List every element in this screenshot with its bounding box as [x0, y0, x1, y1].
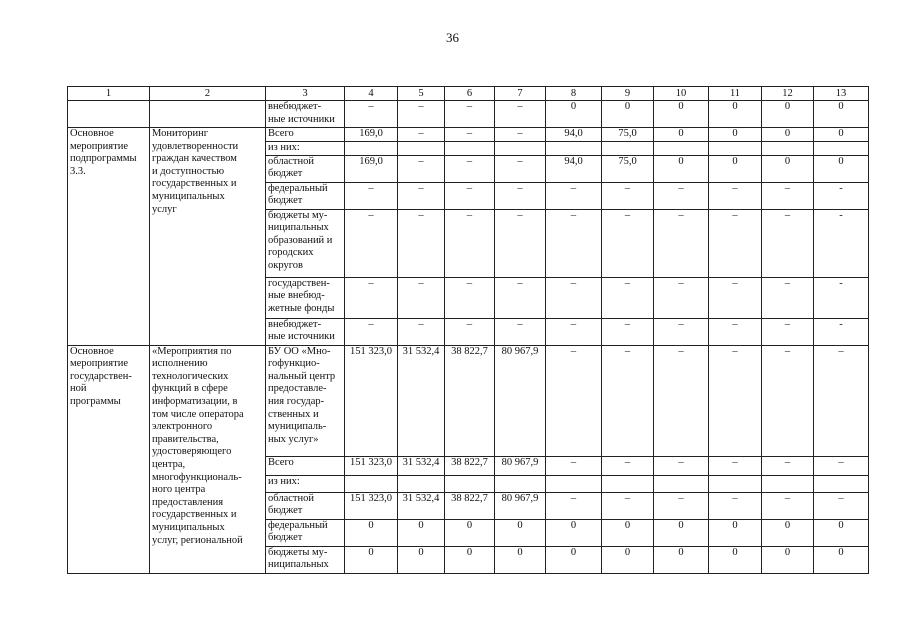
value-cell: 0 [814, 128, 869, 142]
value-cell: – [602, 492, 654, 519]
empty-cell [546, 475, 602, 492]
value-cell: 0 [709, 546, 762, 573]
value-cell: 0 [546, 101, 602, 128]
page-number: 36 [446, 30, 459, 45]
value-cell: – [709, 277, 762, 318]
funding-source-cell: внебюджет- ные источники [266, 318, 345, 345]
value-cell: 0 [762, 128, 814, 142]
value-cell: – [546, 182, 602, 209]
value-cell: 0 [762, 101, 814, 128]
value-cell: – [654, 277, 709, 318]
value-cell: – [445, 318, 495, 345]
value-cell: 80 967,9 [495, 456, 546, 475]
value-cell: – [709, 182, 762, 209]
funding-source-cell: бюджеты му- ниципальных [266, 546, 345, 573]
value-cell: – [398, 277, 445, 318]
table-row [68, 101, 869, 128]
value-cell: 0 [654, 155, 709, 182]
value-cell: – [762, 492, 814, 519]
funding-source-cell: областной бюджет [266, 492, 345, 519]
value-cell: 80 967,9 [495, 492, 546, 519]
value-cell: 94,0 [546, 155, 602, 182]
value-cell: 0 [762, 546, 814, 573]
empty-cell [709, 142, 762, 156]
value-cell: – [345, 277, 398, 318]
empty-cell [345, 475, 398, 492]
value-cell: – [654, 492, 709, 519]
funding-source-cell: федеральный бюджет [266, 519, 345, 546]
value-cell: – [654, 456, 709, 475]
empty-cell [654, 142, 709, 156]
funding-source-cell: областной бюджет [266, 155, 345, 182]
funding-source-cell: внебюджет- ные источники [266, 101, 345, 128]
value-cell: – [445, 182, 495, 209]
empty-cell [495, 142, 546, 156]
empty-cell [654, 475, 709, 492]
value-cell: – [654, 318, 709, 345]
empty-cell [602, 475, 654, 492]
value-cell: – [495, 101, 546, 128]
value-cell: – [709, 318, 762, 345]
value-cell: 0 [654, 546, 709, 573]
funding-source-cell: Всего [266, 456, 345, 475]
funding-source-cell: Всего [266, 128, 345, 142]
header-cell: 10 [654, 87, 709, 101]
value-cell: 0 [602, 546, 654, 573]
value-cell: – [398, 155, 445, 182]
value-cell: 151 323,0 [345, 345, 398, 456]
funding-source-cell: БУ ОО «Мно- гофункцио- нальный центр предоставле- ния государ- ственных и муниципаль- ных услуг» [266, 345, 345, 456]
value-cell: 38 822,7 [445, 492, 495, 519]
empty-cell [345, 142, 398, 156]
empty-cell [445, 475, 495, 492]
funding-source-cell: из них: [266, 475, 345, 492]
header-cell: 6 [445, 87, 495, 101]
value-cell: 0 [654, 101, 709, 128]
value-cell: 0 [814, 155, 869, 182]
value-cell: – [814, 492, 869, 519]
empty-cell [709, 475, 762, 492]
empty-cell [602, 142, 654, 156]
value-cell: 0 [709, 155, 762, 182]
value-cell: - [814, 277, 869, 318]
value-cell: 0 [814, 101, 869, 128]
value-cell: – [398, 209, 445, 277]
value-cell: – [654, 345, 709, 456]
value-cell: – [814, 345, 869, 456]
header-cell: 12 [762, 87, 814, 101]
value-cell: – [445, 209, 495, 277]
empty-cell [762, 475, 814, 492]
value-cell: 151 323,0 [345, 492, 398, 519]
table-row [68, 345, 869, 456]
header-cell: 8 [546, 87, 602, 101]
value-cell: – [445, 277, 495, 318]
value-cell: – [345, 182, 398, 209]
measure-type-cell: Основное мероприятие подпрограммы 3.3. [68, 128, 150, 346]
value-cell: 0 [709, 519, 762, 546]
measure-name-cell: «Мероприятия по исполнению технологических функций в сфере информатизации, в том числе оператора электронного правительства, удостоверяющего центра, многофункциональ- ного центра предоставления государственных и муниципальных услуг, региональной [150, 345, 266, 573]
empty-cell [445, 142, 495, 156]
empty-cell [68, 101, 150, 128]
funding-source-cell: федеральный бюджет [266, 182, 345, 209]
value-cell: – [546, 456, 602, 475]
value-cell: 0 [398, 546, 445, 573]
empty-cell [546, 142, 602, 156]
header-cell: 4 [345, 87, 398, 101]
value-cell: – [654, 209, 709, 277]
value-cell: – [345, 318, 398, 345]
value-cell: – [602, 209, 654, 277]
header-cell: 3 [266, 87, 345, 101]
funding-source-cell: из них: [266, 142, 345, 156]
header-cell: 1 [68, 87, 150, 101]
value-cell: - [814, 209, 869, 277]
value-cell: – [654, 182, 709, 209]
value-cell: – [546, 209, 602, 277]
value-cell: 0 [445, 546, 495, 573]
empty-cell [495, 475, 546, 492]
measure-type-cell: Основное мероприятие государствен- ной программы [68, 345, 150, 573]
value-cell: 169,0 [345, 155, 398, 182]
value-cell: – [762, 318, 814, 345]
value-cell: – [602, 318, 654, 345]
budget-table [67, 86, 869, 574]
value-cell: – [495, 318, 546, 345]
value-cell: – [602, 277, 654, 318]
value-cell: – [495, 128, 546, 142]
header-cell: 13 [814, 87, 869, 101]
value-cell: 0 [546, 519, 602, 546]
value-cell: 0 [546, 546, 602, 573]
value-cell: - [814, 318, 869, 345]
header-cell: 2 [150, 87, 266, 101]
value-cell: – [762, 209, 814, 277]
value-cell: – [546, 492, 602, 519]
value-cell: – [762, 345, 814, 456]
value-cell: – [709, 456, 762, 475]
funding-source-cell: государствен- ные внебюд- жетные фонды [266, 277, 345, 318]
value-cell: – [709, 209, 762, 277]
value-cell: – [398, 182, 445, 209]
value-cell: – [762, 456, 814, 475]
value-cell: 0 [762, 155, 814, 182]
header-row [68, 87, 869, 101]
value-cell: – [495, 277, 546, 318]
value-cell: 0 [602, 101, 654, 128]
measure-name-cell: Мониторинг удовлетворенности граждан качеством и доступностью государственных и муниципальных услуг [150, 128, 266, 346]
table-row [68, 128, 869, 142]
value-cell: – [495, 182, 546, 209]
value-cell: – [709, 492, 762, 519]
value-cell: 31 532,4 [398, 492, 445, 519]
value-cell: 0 [814, 519, 869, 546]
value-cell: 31 532,4 [398, 456, 445, 475]
value-cell: – [345, 101, 398, 128]
value-cell: 0 [345, 519, 398, 546]
value-cell: 0 [495, 519, 546, 546]
value-cell: – [398, 101, 445, 128]
value-cell: – [345, 209, 398, 277]
value-cell: – [445, 128, 495, 142]
value-cell: 31 532,4 [398, 345, 445, 456]
value-cell: 75,0 [602, 155, 654, 182]
value-cell: – [546, 345, 602, 456]
value-cell: – [495, 155, 546, 182]
value-cell: – [602, 345, 654, 456]
empty-cell [150, 101, 266, 128]
empty-cell [814, 475, 869, 492]
value-cell: – [445, 101, 495, 128]
value-cell: 0 [445, 519, 495, 546]
value-cell: 0 [602, 519, 654, 546]
value-cell: 0 [762, 519, 814, 546]
value-cell: 38 822,7 [445, 456, 495, 475]
value-cell: 0 [709, 101, 762, 128]
value-cell: – [546, 277, 602, 318]
value-cell: 0 [345, 546, 398, 573]
value-cell: – [814, 456, 869, 475]
value-cell: – [602, 182, 654, 209]
value-cell: – [762, 277, 814, 318]
value-cell: 0 [814, 546, 869, 573]
value-cell: 0 [654, 519, 709, 546]
value-cell: – [398, 318, 445, 345]
header-cell: 7 [495, 87, 546, 101]
value-cell: – [445, 155, 495, 182]
header-cell: 9 [602, 87, 654, 101]
value-cell: 80 967,9 [495, 345, 546, 456]
header-cell: 11 [709, 87, 762, 101]
value-cell: – [546, 318, 602, 345]
empty-cell [762, 142, 814, 156]
value-cell: – [602, 456, 654, 475]
value-cell: – [709, 345, 762, 456]
value-cell: 0 [654, 128, 709, 142]
value-cell: – [398, 128, 445, 142]
value-cell: 0 [709, 128, 762, 142]
value-cell: 0 [398, 519, 445, 546]
empty-cell [398, 475, 445, 492]
value-cell: 151 323,0 [345, 456, 398, 475]
value-cell: 38 822,7 [445, 345, 495, 456]
value-cell: 169,0 [345, 128, 398, 142]
funding-source-cell: бюджеты му- ниципальных образований и городских округов [266, 209, 345, 277]
value-cell: – [495, 209, 546, 277]
value-cell: – [762, 182, 814, 209]
value-cell: - [814, 182, 869, 209]
header-cell: 5 [398, 87, 445, 101]
empty-cell [398, 142, 445, 156]
value-cell: 75,0 [602, 128, 654, 142]
value-cell: 0 [495, 546, 546, 573]
empty-cell [814, 142, 869, 156]
value-cell: 94,0 [546, 128, 602, 142]
